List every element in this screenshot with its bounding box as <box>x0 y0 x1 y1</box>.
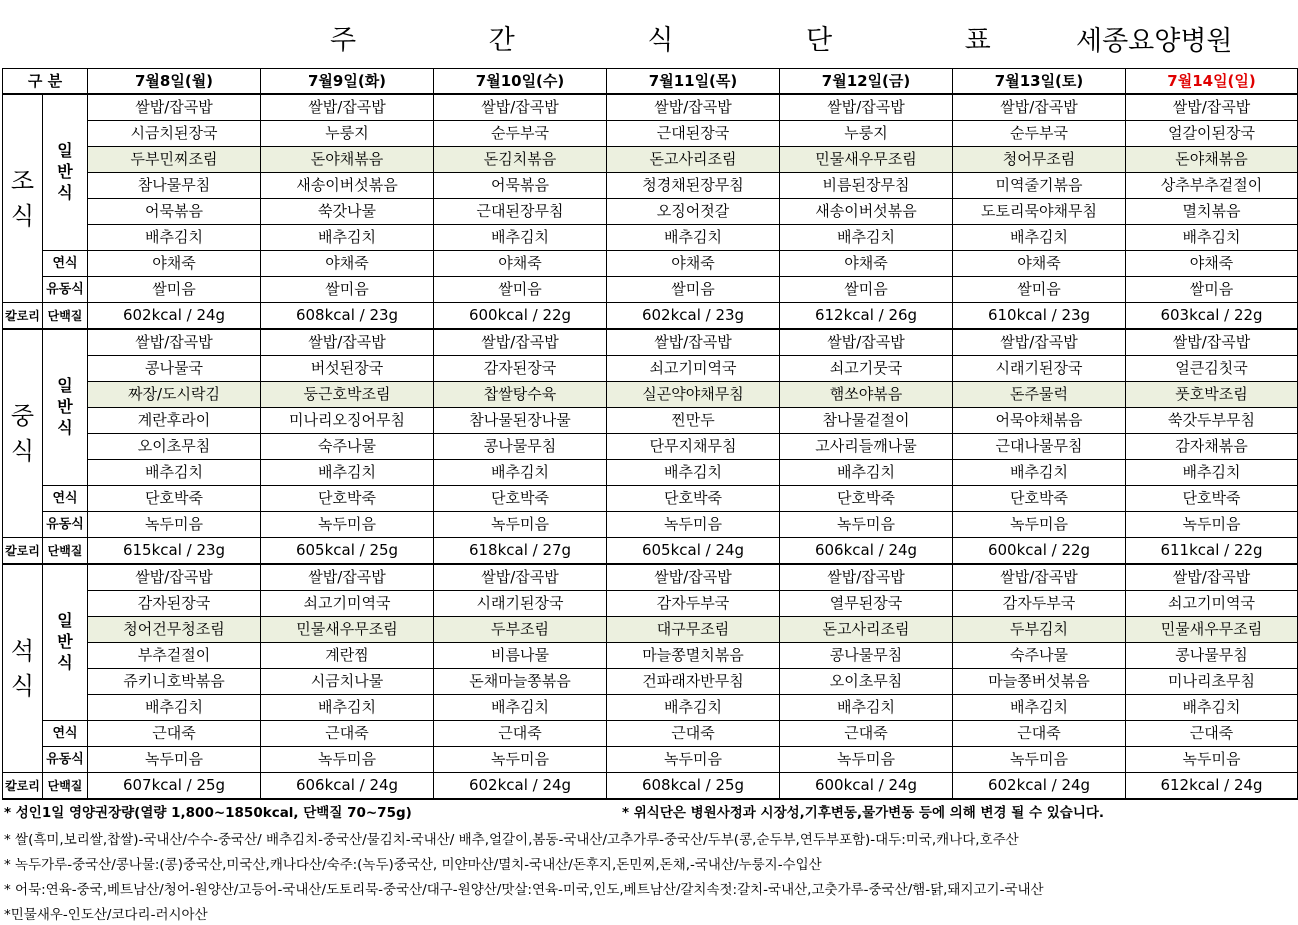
dish-cell: 쇠고기미역국 <box>1126 591 1298 617</box>
dish-cell: 계란찜 <box>261 643 434 669</box>
menu-row <box>3 121 1298 147</box>
dish-cell: 콩나물무침 <box>1126 643 1298 669</box>
dish-cell: 녹두미음 <box>1126 512 1298 538</box>
dish-cell: 근대죽 <box>607 721 780 747</box>
calorie-label: 칼로리 <box>3 538 43 565</box>
dish-cell: 민물새우무조림 <box>780 147 953 173</box>
dish-cell: 단호박죽 <box>1126 486 1298 512</box>
dish-cell: 비름나물 <box>434 643 607 669</box>
dish-cell: 쌀밥/잡곡밥 <box>953 564 1126 591</box>
menu-row <box>3 173 1298 199</box>
dish-cell: 배추김치 <box>953 695 1126 721</box>
dish-cell: 참나물무침 <box>88 173 261 199</box>
liquid-diet-label: 유동식 <box>43 512 88 538</box>
meal-label: 중 식 <box>3 329 43 538</box>
dish-cell: 감자된장국 <box>434 356 607 382</box>
dish-cell: 녹두미음 <box>607 747 780 773</box>
dish-cell: 쌀미음 <box>607 277 780 303</box>
dish-cell: 순두부국 <box>434 121 607 147</box>
dish-cell: 부추겉절이 <box>88 643 261 669</box>
menu-row <box>3 382 1298 408</box>
dish-cell: 누룽지 <box>780 121 953 147</box>
dish-cell: 쇠고기미역국 <box>607 356 780 382</box>
nutrition-value: 605kcal / 24g <box>607 538 780 565</box>
dish-cell: 미나리초무침 <box>1126 669 1298 695</box>
dish-cell: 배추김치 <box>780 225 953 251</box>
nutrition-value: 611kcal / 22g <box>1126 538 1298 565</box>
dish-cell: 배추김치 <box>780 695 953 721</box>
nutrition-value: 606kcal / 24g <box>780 538 953 565</box>
dish-cell: 야채죽 <box>953 251 1126 277</box>
day-header: 7월12일(금) <box>780 69 953 95</box>
dish-cell: 돈야채볶음 <box>1126 147 1298 173</box>
nutrition-value: 608kcal / 25g <box>607 773 780 800</box>
menu-row <box>3 695 1298 721</box>
menu-row <box>3 94 1298 121</box>
dish-cell: 쌀밥/잡곡밥 <box>88 94 261 121</box>
dish-cell: 쌀밥/잡곡밥 <box>607 94 780 121</box>
dish-cell: 얼큰김칫국 <box>1126 356 1298 382</box>
nutrition-value: 600kcal / 22g <box>953 538 1126 565</box>
dish-cell: 단호박죽 <box>261 486 434 512</box>
nutrition-value: 608kcal / 23g <box>261 303 434 330</box>
dish-cell: 근대죽 <box>780 721 953 747</box>
dish-cell: 배추김치 <box>88 460 261 486</box>
dish-cell: 쌀밥/잡곡밥 <box>1126 94 1298 121</box>
menu-row <box>3 460 1298 486</box>
dish-cell: 쌀밥/잡곡밥 <box>953 94 1126 121</box>
dish-cell: 돈야채볶음 <box>261 147 434 173</box>
day-header: 7월9일(화) <box>261 69 434 95</box>
nutrition-value: 602kcal / 24g <box>434 773 607 800</box>
dish-cell: 녹두미음 <box>88 747 261 773</box>
dish-cell: 감자채볶음 <box>1126 434 1298 460</box>
dish-cell: 녹두미음 <box>953 747 1126 773</box>
dish-cell: 근대죽 <box>434 721 607 747</box>
menu-row <box>3 356 1298 382</box>
dish-cell: 녹두미음 <box>780 512 953 538</box>
dish-cell: 숙주나물 <box>261 434 434 460</box>
dish-cell: 쌀미음 <box>434 277 607 303</box>
dish-cell: 근대된장무침 <box>434 199 607 225</box>
menu-row <box>3 147 1298 173</box>
dish-cell: 단호박죽 <box>88 486 261 512</box>
dish-cell: 야채죽 <box>607 251 780 277</box>
dish-cell: 새송이버섯볶음 <box>780 199 953 225</box>
dish-cell: 녹두미음 <box>953 512 1126 538</box>
nutrition-row <box>3 303 1298 330</box>
nutrition-value: 610kcal / 23g <box>953 303 1126 330</box>
dish-cell: 배추김치 <box>434 695 607 721</box>
protein-label: 단백질 <box>43 773 88 800</box>
nutrition-value: 615kcal / 23g <box>88 538 261 565</box>
dish-cell: 배추김치 <box>1126 225 1298 251</box>
menu-row <box>3 564 1298 591</box>
dish-cell: 콩나물국 <box>88 356 261 382</box>
dish-cell: 배추김치 <box>953 225 1126 251</box>
dish-cell: 쌀밥/잡곡밥 <box>261 94 434 121</box>
menu-row <box>3 617 1298 643</box>
dish-cell: 어묵볶음 <box>434 173 607 199</box>
dish-cell: 배추김치 <box>434 460 607 486</box>
soft-diet-label: 연식 <box>43 721 88 747</box>
meal-label: 석 식 <box>3 564 43 773</box>
dish-cell: 돈고사리조림 <box>607 147 780 173</box>
soft-diet-row <box>3 721 1298 747</box>
dish-cell: 근대죽 <box>953 721 1126 747</box>
dish-cell: 배추김치 <box>953 460 1126 486</box>
dish-cell: 돈주물럭 <box>953 382 1126 408</box>
dish-cell: 찐만두 <box>607 408 780 434</box>
dish-cell: 쌀미음 <box>88 277 261 303</box>
general-diet-label: 일 반 식 <box>43 564 88 721</box>
dish-cell: 단호박죽 <box>434 486 607 512</box>
dish-cell: 돈채마늘쫑볶음 <box>434 669 607 695</box>
dish-cell: 풋호박조림 <box>1126 382 1298 408</box>
liquid-diet-row <box>3 747 1298 773</box>
dish-cell: 열무된장국 <box>780 591 953 617</box>
dish-cell: 배추김치 <box>1126 460 1298 486</box>
nutrition-value: 605kcal / 25g <box>261 538 434 565</box>
soft-diet-row <box>3 251 1298 277</box>
dish-cell: 쌀밥/잡곡밥 <box>1126 329 1298 356</box>
dish-cell: 근대죽 <box>88 721 261 747</box>
dish-cell: 순두부국 <box>953 121 1126 147</box>
liquid-diet-label: 유동식 <box>43 747 88 773</box>
dish-cell: 상추부추겉절이 <box>1126 173 1298 199</box>
dish-cell: 청어건무청조림 <box>88 617 261 643</box>
dish-cell: 쇠고기뭇국 <box>780 356 953 382</box>
calorie-label: 칼로리 <box>3 303 43 330</box>
dish-cell: 건파래자반무침 <box>607 669 780 695</box>
dish-cell: 배추김치 <box>261 460 434 486</box>
soft-diet-label: 연식 <box>43 486 88 512</box>
dish-cell: 녹두미음 <box>261 747 434 773</box>
weekly-menu-table <box>2 68 1298 800</box>
day-header: 7월10일(수) <box>434 69 607 95</box>
dish-cell: 쌀밥/잡곡밥 <box>780 329 953 356</box>
liquid-diet-row <box>3 512 1298 538</box>
origin-note-beans: * 녹두가루-중국산/콩나물:(콩)중국산,미국산,캐나다산/숙주:(녹두)중국산, 미얀마산/멸치-국내산/돈후지,돈민찌,돈채,-국내산/누룽지-수입산 <box>4 857 822 873</box>
dish-cell: 배추김치 <box>88 695 261 721</box>
dish-cell: 참나물겉절이 <box>780 408 953 434</box>
origin-note-fish: * 어묵:연육-중국,베트남산/청어-원양산/고등어-국내산/도토리묵-중국산/대구-원양산/맛살:연육-미국,인도,베트남산/갈치속젓:갈치-국내산,고춧가루-중국산/햄-닭,돼지고기-국내산 <box>4 882 1044 898</box>
dish-cell: 참나물된장나물 <box>434 408 607 434</box>
menu-row <box>3 408 1298 434</box>
dish-cell: 쌀밥/잡곡밥 <box>434 94 607 121</box>
dish-cell: 청경채된장무침 <box>607 173 780 199</box>
nutrition-value: 600kcal / 22g <box>434 303 607 330</box>
dish-cell: 오이초무침 <box>780 669 953 695</box>
dish-cell: 근대죽 <box>261 721 434 747</box>
dish-cell: 시래기된장국 <box>953 356 1126 382</box>
dish-cell: 쥬키니호박볶음 <box>88 669 261 695</box>
dish-cell: 배추김치 <box>261 225 434 251</box>
dish-cell: 녹두미음 <box>88 512 261 538</box>
dish-cell: 배추김치 <box>261 695 434 721</box>
dish-cell: 어묵볶음 <box>88 199 261 225</box>
dish-cell: 누룽지 <box>261 121 434 147</box>
dish-cell: 단호박죽 <box>780 486 953 512</box>
dish-cell: 배추김치 <box>1126 695 1298 721</box>
nutrition-value: 600kcal / 24g <box>780 773 953 800</box>
dish-cell: 실곤약야채무침 <box>607 382 780 408</box>
dish-cell: 쑥갓두부무침 <box>1126 408 1298 434</box>
dish-cell: 녹두미음 <box>434 512 607 538</box>
general-diet-label: 일 반 식 <box>43 329 88 486</box>
menu-row <box>3 329 1298 356</box>
nutrition-value: 603kcal / 22g <box>1126 303 1298 330</box>
dish-cell: 버섯된장국 <box>261 356 434 382</box>
liquid-diet-label: 유동식 <box>43 277 88 303</box>
dish-cell: 쌀미음 <box>953 277 1126 303</box>
soft-diet-row <box>3 486 1298 512</box>
hospital-name: 세종요양병원 <box>1076 26 1233 57</box>
dish-cell: 콩나물무침 <box>434 434 607 460</box>
dish-cell: 미역줄기볶음 <box>953 173 1126 199</box>
dish-cell: 쌀밥/잡곡밥 <box>607 564 780 591</box>
dish-cell: 두부김치 <box>953 617 1126 643</box>
dish-cell: 야채죽 <box>1126 251 1298 277</box>
liquid-diet-row <box>3 277 1298 303</box>
dish-cell: 시금치나물 <box>261 669 434 695</box>
dish-cell: 감자된장국 <box>88 591 261 617</box>
dish-cell: 배추김치 <box>88 225 261 251</box>
origin-note-shrimp: *민물새우-인도산/코다리-러시아산 <box>4 907 208 923</box>
dish-cell: 쇠고기미역국 <box>261 591 434 617</box>
dish-cell: 배추김치 <box>780 460 953 486</box>
dish-cell: 쌀밥/잡곡밥 <box>88 564 261 591</box>
dish-cell: 야채죽 <box>261 251 434 277</box>
dish-cell: 돈고사리조림 <box>780 617 953 643</box>
dish-cell: 대구무조림 <box>607 617 780 643</box>
dish-cell: 쌀밥/잡곡밥 <box>434 564 607 591</box>
dish-cell: 어묵야채볶음 <box>953 408 1126 434</box>
dish-cell: 배추김치 <box>607 695 780 721</box>
day-header: 7월8일(월) <box>88 69 261 95</box>
dish-cell: 짜장/도시락김 <box>88 382 261 408</box>
dish-cell: 오이초무침 <box>88 434 261 460</box>
dish-cell: 돈김치볶음 <box>434 147 607 173</box>
dish-cell: 야채죽 <box>88 251 261 277</box>
dish-cell: 새송이버섯볶음 <box>261 173 434 199</box>
dish-cell: 감자두부국 <box>953 591 1126 617</box>
dish-cell: 쌀미음 <box>261 277 434 303</box>
nutrition-value: 606kcal / 24g <box>261 773 434 800</box>
protein-label: 단백질 <box>43 538 88 565</box>
soft-diet-label: 연식 <box>43 251 88 277</box>
dish-cell: 두부민찌조림 <box>88 147 261 173</box>
dish-cell: 쌀미음 <box>1126 277 1298 303</box>
dish-cell: 쌀밥/잡곡밥 <box>953 329 1126 356</box>
menu-row <box>3 591 1298 617</box>
dish-cell: 멸치볶음 <box>1126 199 1298 225</box>
dish-cell: 야채죽 <box>434 251 607 277</box>
dish-cell: 비름된장무침 <box>780 173 953 199</box>
dish-cell: 배추김치 <box>607 460 780 486</box>
dish-cell: 두부조림 <box>434 617 607 643</box>
menu-row <box>3 225 1298 251</box>
dish-cell: 쌀밥/잡곡밥 <box>780 94 953 121</box>
dish-cell: 단호박죽 <box>953 486 1126 512</box>
dish-cell: 녹두미음 <box>261 512 434 538</box>
dish-cell: 시금치된장국 <box>88 121 261 147</box>
dish-cell: 마늘쫑멸치볶음 <box>607 643 780 669</box>
meal-label: 조 식 <box>3 94 43 303</box>
dish-cell: 쌀밥/잡곡밥 <box>88 329 261 356</box>
protein-label: 단백질 <box>43 303 88 330</box>
dish-cell: 근대죽 <box>1126 721 1298 747</box>
menu-row <box>3 199 1298 225</box>
dish-cell: 단호박죽 <box>607 486 780 512</box>
dish-cell: 쑥갓나물 <box>261 199 434 225</box>
dish-cell: 야채죽 <box>780 251 953 277</box>
dish-cell: 배추김치 <box>607 225 780 251</box>
dish-cell: 시래기된장국 <box>434 591 607 617</box>
dish-cell: 고사리들깨나물 <box>780 434 953 460</box>
dish-cell: 녹두미음 <box>780 747 953 773</box>
dish-cell: 미나리오징어무침 <box>261 408 434 434</box>
dish-cell: 단무지채무침 <box>607 434 780 460</box>
dish-cell: 쌀밥/잡곡밥 <box>607 329 780 356</box>
menu-row <box>3 434 1298 460</box>
origin-note-grains: * 쌀(흑미,보리쌀,찹쌀)-국내산/수수-중국산/ 배추김치-중국산/물김치-국내산/ 배추,얼갈이,봄동-국내산/고추가루-중국산/두부(콩,순두부,연두부포함)-대두:미국,캐나다,호주산 <box>4 832 1019 848</box>
dish-cell: 녹두미음 <box>434 747 607 773</box>
dish-cell: 도토리묵야채무침 <box>953 199 1126 225</box>
dish-cell: 마늘쫑버섯볶음 <box>953 669 1126 695</box>
dish-cell: 녹두미음 <box>1126 747 1298 773</box>
nutrition-value: 612kcal / 26g <box>780 303 953 330</box>
nutrition-row <box>3 773 1298 800</box>
nutrition-row <box>3 538 1298 565</box>
menu-change-notice: * 위식단은 병원사정과 시장성,기후변동,물가변동 등에 의해 변경 될 수 있습니다. <box>622 805 1105 821</box>
nutrition-value: 618kcal / 27g <box>434 538 607 565</box>
dish-cell: 둥근호박조림 <box>261 382 434 408</box>
calorie-label: 칼로리 <box>3 773 43 800</box>
dish-cell: 민물새우무조림 <box>1126 617 1298 643</box>
dish-cell: 쌀미음 <box>780 277 953 303</box>
dish-cell: 쌀밥/잡곡밥 <box>780 564 953 591</box>
dish-cell: 햄쏘야볶음 <box>780 382 953 408</box>
dish-cell: 근대된장국 <box>607 121 780 147</box>
nutrition-value: 612kcal / 24g <box>1126 773 1298 800</box>
dish-cell: 녹두미음 <box>607 512 780 538</box>
dish-cell: 숙주나물 <box>953 643 1126 669</box>
dish-cell: 배추김치 <box>434 225 607 251</box>
nutrition-value: 602kcal / 24g <box>88 303 261 330</box>
dish-cell: 감자두부국 <box>607 591 780 617</box>
dish-cell: 쌀밥/잡곡밥 <box>1126 564 1298 591</box>
nutrition-recommendation-note: * 성인1일 영양권장량(열량 1,800~1850kcal, 단백질 70~75g) <box>4 805 412 821</box>
general-diet-label: 일 반 식 <box>43 94 88 251</box>
dish-cell: 쌀밥/잡곡밥 <box>261 329 434 356</box>
dish-cell: 쌀밥/잡곡밥 <box>261 564 434 591</box>
menu-row <box>3 643 1298 669</box>
corner-label: 구 분 <box>3 69 88 95</box>
dish-cell: 청어무조림 <box>953 147 1126 173</box>
dish-cell: 쌀밥/잡곡밥 <box>434 329 607 356</box>
day-header: 7월11일(목) <box>607 69 780 95</box>
dish-cell: 찹쌀탕수육 <box>434 382 607 408</box>
page-header <box>0 0 1298 66</box>
dish-cell: 민물새우무조림 <box>261 617 434 643</box>
dish-cell: 얼갈이된장국 <box>1126 121 1298 147</box>
dish-cell: 근대나물무침 <box>953 434 1126 460</box>
nutrition-value: 602kcal / 23g <box>607 303 780 330</box>
document-title: 주 간 식 단 표 <box>330 25 1053 56</box>
dish-cell: 계란후라이 <box>88 408 261 434</box>
nutrition-value: 602kcal / 24g <box>953 773 1126 800</box>
day-header: 7월14일(일) <box>1126 69 1298 95</box>
menu-row <box>3 669 1298 695</box>
dish-cell: 오징어젓갈 <box>607 199 780 225</box>
day-header: 7월13일(토) <box>953 69 1126 95</box>
day-header-row <box>3 69 1298 95</box>
dish-cell: 콩나물무침 <box>780 643 953 669</box>
nutrition-value: 607kcal / 25g <box>88 773 261 800</box>
